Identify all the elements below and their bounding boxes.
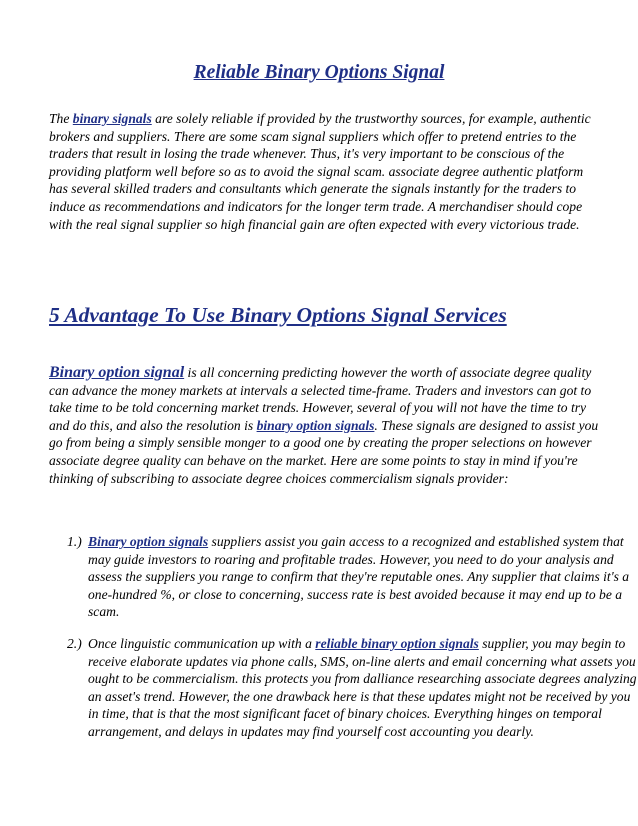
section-text-part1: is all concerning predicting however the worth of associate degree quality can advance the money markets at intervals a selected time-frame. Traders and investors can got to take time to be told concerning market trends. However, several of you will not have the time to try and do this, and also the resolution is	[49, 365, 592, 433]
binary-option-signals-item-link[interactable]: Binary option signals	[88, 534, 209, 549]
list-item-text-after: supplier, you may begin to receive elaborate updates via phone calls, SMS, on-line alerts and email concerning what assets you ought to be commercialism. this protects you from dalliance researching associate degrees analyzing an asset's trend. However, the one drawback here is that these updates might not be received by you in time, that is that the most significant facet of binary choices. Everything hinges on temporal arrangement, and delays in updates may find yourself cost accounting you dearly.	[88, 636, 637, 739]
list-item-number: 2.)	[67, 636, 82, 651]
binary-option-signal-link[interactable]: Binary option signal	[49, 364, 185, 381]
intro-paragraph	[49, 110, 605, 233]
list-item-text-before: Once linguistic communication up with a	[88, 636, 316, 651]
intro-text-before: The	[49, 111, 73, 126]
list-item-number: 1.)	[67, 534, 82, 549]
intro-text-after: are solely reliable if provided by the trustworthy sources, for example, authentic brokers and suppliers. There are some scam signal suppliers which offer to pretend entries to the traders that result in losing the trade whenever. Thus, it's very important to be conscious of the providing platform well before so as to avoid the signal scam. associate degree authentic platform has several skilled traders and consultants which generate the signals instantly for the traders to induce as recommendations and indicators for the longer term trade. A merchandiser should cope with the real signal supplier so high financial gain are often expected with every victorious trade.	[49, 111, 591, 232]
list-item	[49, 533, 638, 621]
list-item	[49, 635, 638, 741]
binary-option-signals-link[interactable]: binary option signals	[256, 417, 375, 433]
binary-signals-link[interactable]: binary signals	[72, 111, 152, 126]
document-title: Reliable Binary Options Signal	[193, 62, 445, 83]
reliable-binary-option-signals-link[interactable]: reliable binary option signals	[315, 636, 479, 651]
list-item-text-after: suppliers assist you gain access to a recognized and established system that may guide investors to roaring and profitable trades. However, you need to do your analysis and assess the suppliers you range to confirm that they're reputable ones. Any supplier that claims it's a one-hundred %, or close to concerning, success rate is best avoided because it may end up to be a scam.	[88, 534, 630, 620]
section-paragraph	[49, 364, 605, 487]
section-heading: 5 Advantage To Use Binary Options Signal Services	[49, 303, 507, 327]
section-text-part2: . These signals are designed to assist you go from being a simply sensible monger to a good one by creating the proper selections on however associate degree quality can behave on the market. Here are some points to stay in mind if you're thinking of subscribing to associate degree choices commercialism signals provider:	[49, 417, 599, 486]
